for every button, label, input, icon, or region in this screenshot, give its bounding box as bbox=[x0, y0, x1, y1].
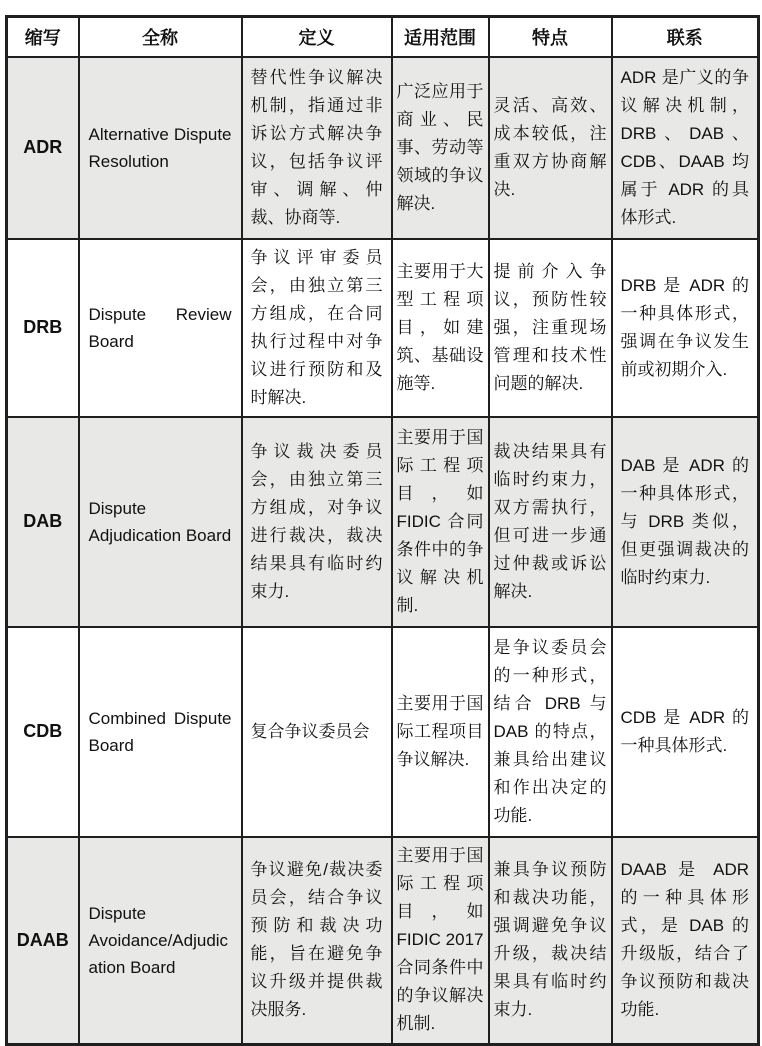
cell-cdb-scope: 主要用于国际工程项目争议解决. bbox=[392, 627, 489, 837]
cell-dab-scope: 主要用于国际工程项目，如 FIDIC 合同条件中的争议解决机制. bbox=[392, 417, 489, 627]
cell-adr-full-name: Alternative Dispute Resolution bbox=[79, 57, 242, 239]
cell-daab-scope: 主要用于国际工程项目，如 FIDIC 2017 合同条件中的争议解决机制. bbox=[392, 837, 489, 1045]
cell-daab-features: 兼具争议预防和裁决功能，强调避免争议升级，裁决结果具有临时约束力. bbox=[489, 837, 612, 1045]
cell-cdb-abbreviation: CDB bbox=[7, 627, 79, 837]
cell-daab-abbreviation: DAAB bbox=[7, 837, 79, 1045]
dispute-boards-comparison-table bbox=[5, 15, 760, 1046]
column-header-relation: 联系 bbox=[612, 17, 759, 57]
cell-drb-abbreviation: DRB bbox=[7, 239, 79, 417]
column-header-features: 特点 bbox=[489, 17, 612, 57]
cell-drb-scope: 主要用于大型工程项目，如建筑、基础设施等. bbox=[392, 239, 489, 417]
cell-dab-definition: 争议裁决委员会，由独立第三方组成，对争议进行裁决，裁决结果具有临时约束力. bbox=[242, 417, 392, 627]
table-row-cdb bbox=[7, 627, 759, 837]
cell-cdb-definition: 复合争议委员会 bbox=[242, 627, 392, 837]
column-header-definition: 定义 bbox=[242, 17, 392, 57]
table-row-dab bbox=[7, 417, 759, 627]
cell-dab-features: 裁决结果具有临时约束力，双方需执行，但可进一步通过仲裁或诉讼解决. bbox=[489, 417, 612, 627]
table-row-adr bbox=[7, 57, 759, 239]
cell-cdb-relation: CDB 是 ADR 的一种具体形式. bbox=[612, 627, 759, 837]
cell-adr-features: 灵活、高效、成本较低，注重双方协商解决. bbox=[489, 57, 612, 239]
cell-drb-relation: DRB 是 ADR 的一种具体形式，强调在争议发生前或初期介入. bbox=[612, 239, 759, 417]
cell-dab-abbreviation: DAB bbox=[7, 417, 79, 627]
table-header-row bbox=[7, 17, 759, 57]
table-row-drb bbox=[7, 239, 759, 417]
cell-daab-definition: 争议避免/裁决委员会，结合争议预防和裁决功能，旨在避免争议升级并提供裁决服务. bbox=[242, 837, 392, 1045]
cell-daab-full-name: Dispute Avoidance/Adjudication Board bbox=[79, 837, 242, 1045]
cell-adr-relation: ADR 是广义的争议解决机制，DRB、DAB、CDB、DAAB 均属于 ADR 的具体形式. bbox=[612, 57, 759, 239]
column-header-full-name: 全称 bbox=[79, 17, 242, 57]
cell-drb-definition: 争议评审委员会，由独立第三方组成，在合同执行过程中对争议进行预防和及时解决. bbox=[242, 239, 392, 417]
cell-daab-relation: DAAB 是 ADR 的一种具体形式，是 DAB 的升级版，结合了争议预防和裁决功能. bbox=[612, 837, 759, 1045]
cell-drb-full-name: Dispute Review Board bbox=[79, 239, 242, 417]
column-header-scope: 适用范围 bbox=[392, 17, 489, 57]
cell-drb-features: 提前介入争议，预防性较强，注重现场管理和技术性问题的解决. bbox=[489, 239, 612, 417]
cell-dab-full-name: Dispute Adjudication Board bbox=[79, 417, 242, 627]
cell-dab-relation: DAB 是 ADR 的一种具体形式，与 DRB 类似，但更强调裁决的临时约束力. bbox=[612, 417, 759, 627]
table-row-daab bbox=[7, 837, 759, 1045]
cell-adr-scope: 广泛应用于商业、民事、劳动等领域的争议解决. bbox=[392, 57, 489, 239]
column-header-abbreviation: 缩写 bbox=[7, 17, 79, 57]
cell-adr-definition: 替代性争议解决机制，指通过非诉讼方式解决争议，包括争议评审、调解、仲裁、协商等. bbox=[242, 57, 392, 239]
cell-cdb-features: 是争议委员会的一种形式，结合 DRB 与 DAB 的特点，兼具给出建议和作出决定的功能. bbox=[489, 627, 612, 837]
cell-cdb-full-name: Combined Dispute Board bbox=[79, 627, 242, 837]
cell-adr-abbreviation: ADR bbox=[7, 57, 79, 239]
